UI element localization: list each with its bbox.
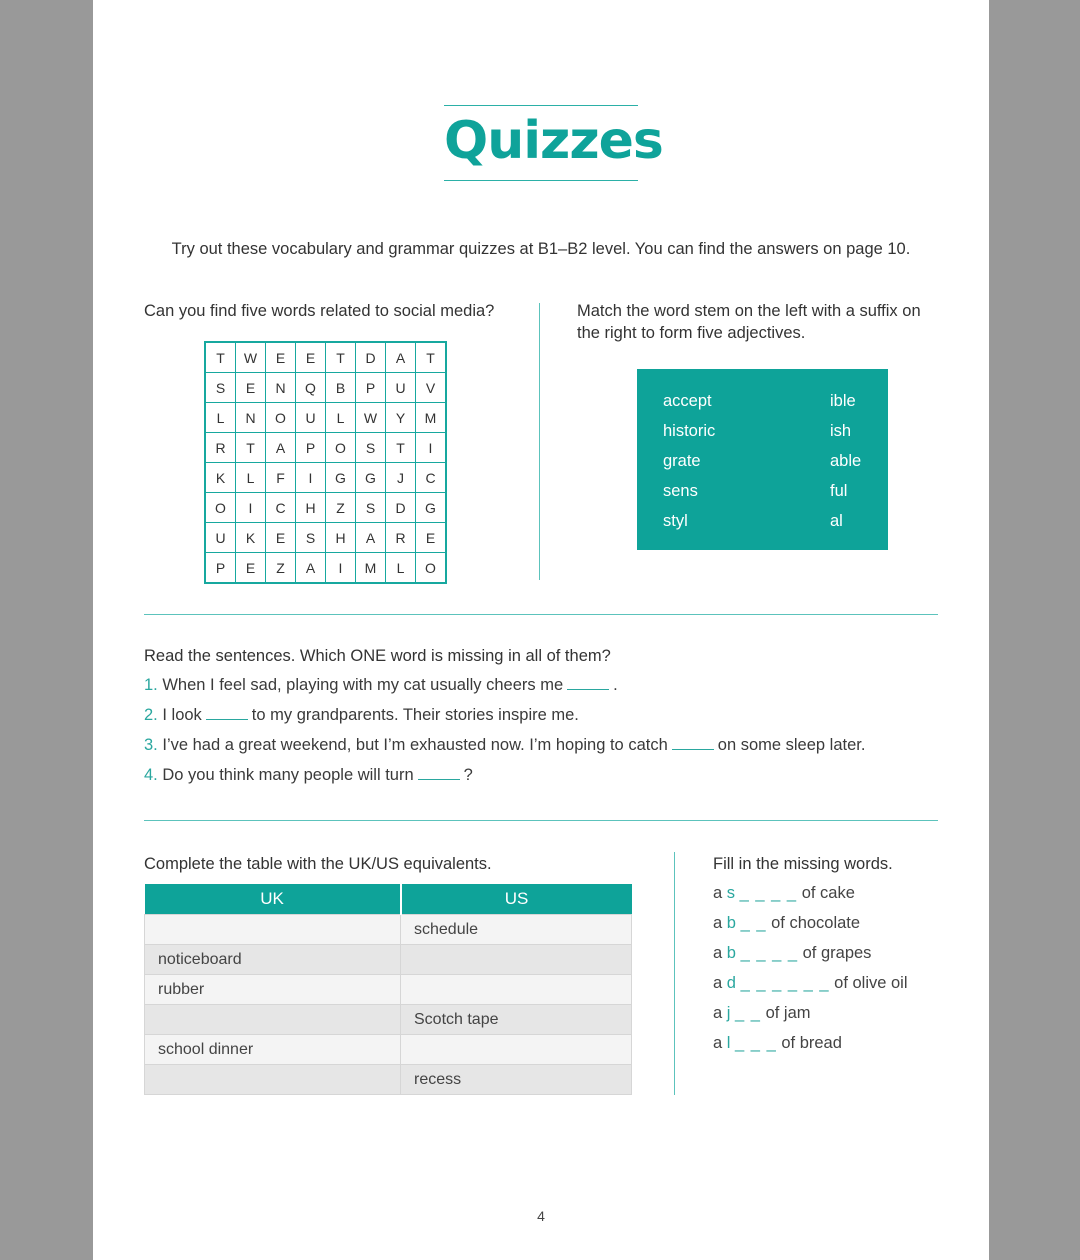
uk-cell[interactable] bbox=[145, 1065, 401, 1095]
article: a bbox=[713, 914, 723, 932]
wordsearch-cell[interactable]: Y bbox=[386, 403, 416, 433]
wordsearch-cell[interactable]: Q bbox=[296, 373, 326, 403]
wordsearch-cell[interactable]: P bbox=[356, 373, 386, 403]
fill-in-item bbox=[713, 884, 855, 903]
wordsearch-cell[interactable]: L bbox=[236, 463, 266, 493]
uk-cell[interactable] bbox=[145, 1005, 401, 1035]
wordsearch-cell[interactable]: P bbox=[205, 553, 236, 584]
letter-blanks[interactable]: _ _ bbox=[740, 914, 767, 932]
us-cell[interactable]: recess bbox=[401, 1065, 632, 1095]
title-block bbox=[444, 105, 663, 181]
wordsearch-cell[interactable]: S bbox=[205, 373, 236, 403]
wordsearch-row bbox=[205, 342, 446, 373]
wordsearch-row bbox=[205, 433, 446, 463]
wordsearch-cell[interactable]: L bbox=[326, 403, 356, 433]
answer-blank[interactable] bbox=[567, 675, 609, 690]
wordsearch-cell[interactable]: O bbox=[205, 493, 236, 523]
wordsearch-cell[interactable]: D bbox=[356, 342, 386, 373]
column-divider bbox=[674, 852, 675, 1095]
wordsearch-cell[interactable]: I bbox=[416, 433, 447, 463]
item-rest: of chocolate bbox=[771, 914, 861, 932]
suffix-question-line-1: Match the word stem on the left with a suffix on bbox=[577, 302, 921, 320]
table-row bbox=[145, 915, 632, 945]
wordsearch-cell[interactable]: A bbox=[386, 342, 416, 373]
wordsearch-cell[interactable]: E bbox=[266, 342, 296, 373]
wordsearch-cell[interactable]: H bbox=[326, 523, 356, 553]
sentence-item bbox=[144, 765, 473, 785]
wordsearch-cell[interactable]: T bbox=[326, 342, 356, 373]
wordsearch-cell[interactable]: P bbox=[296, 433, 326, 463]
wordsearch-cell[interactable]: F bbox=[266, 463, 296, 493]
sentence-after: to my grandparents. Their stories inspire me. bbox=[251, 706, 579, 724]
wordsearch-cell[interactable]: R bbox=[386, 523, 416, 553]
fill-in-item bbox=[713, 974, 908, 993]
wordsearch-row bbox=[205, 523, 446, 553]
wordsearch-cell[interactable]: I bbox=[296, 463, 326, 493]
item-rest: of cake bbox=[801, 884, 855, 902]
wordsearch-cell[interactable]: A bbox=[356, 523, 386, 553]
suffix-box bbox=[637, 369, 888, 550]
us-cell[interactable] bbox=[401, 1035, 632, 1065]
wordsearch-cell[interactable]: U bbox=[296, 403, 326, 433]
wordsearch-cell[interactable]: S bbox=[356, 433, 386, 463]
wordsearch-cell[interactable]: E bbox=[236, 553, 266, 584]
answer-blank[interactable] bbox=[206, 705, 248, 720]
wordsearch-cell[interactable]: G bbox=[326, 463, 356, 493]
first-letter: j bbox=[726, 1004, 731, 1022]
answer-blank[interactable] bbox=[418, 765, 460, 780]
header-us: US bbox=[401, 884, 632, 915]
letter-blanks[interactable]: _ _ _ bbox=[735, 1034, 777, 1052]
uk-cell[interactable]: school dinner bbox=[145, 1035, 401, 1065]
section-divider bbox=[144, 820, 938, 821]
wordsearch-cell[interactable]: G bbox=[416, 493, 447, 523]
first-letter: b bbox=[726, 944, 736, 962]
wordsearch-cell[interactable]: G bbox=[356, 463, 386, 493]
wordsearch-cell[interactable]: M bbox=[356, 553, 386, 584]
article: a bbox=[713, 884, 723, 902]
missing-word-question: Read the sentences. Which ONE word is missing in all of them? bbox=[144, 647, 611, 665]
wordsearch-cell[interactable]: O bbox=[416, 553, 447, 584]
uk-cell[interactable] bbox=[145, 915, 401, 945]
sentence-number: 4. bbox=[144, 766, 158, 784]
table-row bbox=[145, 1065, 632, 1095]
wordsearch-cell[interactable]: B bbox=[326, 373, 356, 403]
wordsearch-cell[interactable]: H bbox=[296, 493, 326, 523]
article: a bbox=[713, 974, 723, 992]
sentence-before: I look bbox=[162, 706, 202, 724]
header-uk: UK bbox=[145, 884, 401, 915]
stem-list bbox=[663, 389, 715, 539]
wordsearch-cell[interactable]: A bbox=[266, 433, 296, 463]
fill-in-question: Fill in the missing words. bbox=[713, 855, 893, 873]
wordsearch-cell[interactable]: E bbox=[236, 373, 266, 403]
first-letter: s bbox=[726, 884, 736, 902]
article: a bbox=[713, 1034, 723, 1052]
page-number: 4 bbox=[537, 1208, 545, 1224]
answer-blank[interactable] bbox=[672, 735, 714, 750]
us-cell[interactable] bbox=[401, 975, 632, 1005]
table-row bbox=[145, 1035, 632, 1065]
letter-blanks[interactable]: _ _ _ _ bbox=[739, 884, 798, 902]
wordsearch-row bbox=[205, 403, 446, 433]
article: a bbox=[713, 944, 723, 962]
fill-in-item bbox=[713, 944, 871, 963]
first-letter: d bbox=[726, 974, 736, 992]
article: a bbox=[713, 1004, 723, 1022]
suffix: ible bbox=[830, 392, 856, 410]
sentence-item bbox=[144, 735, 865, 755]
suffix-list bbox=[830, 389, 861, 539]
item-rest: of jam bbox=[765, 1004, 811, 1022]
wordsearch-cell[interactable]: E bbox=[296, 342, 326, 373]
intro-text: Try out these vocabulary and grammar quizzes at B1–B2 level. You can find the answers on page 10. bbox=[171, 240, 911, 258]
wordsearch-cell[interactable]: L bbox=[205, 403, 236, 433]
suffix-question bbox=[577, 300, 921, 344]
table-row bbox=[145, 1005, 632, 1035]
wordsearch-question: Can you find five words related to social media? bbox=[144, 302, 495, 320]
sentence-number: 2. bbox=[144, 706, 158, 724]
wordsearch-cell[interactable]: T bbox=[236, 433, 266, 463]
wordsearch-row bbox=[205, 493, 446, 523]
sentence-after: . bbox=[613, 676, 618, 694]
sentence-before: When I feel sad, playing with my cat usually cheers me bbox=[162, 676, 564, 694]
sentence-item bbox=[144, 705, 579, 725]
wordsearch-cell[interactable]: T bbox=[386, 433, 416, 463]
wordsearch-cell[interactable]: S bbox=[296, 523, 326, 553]
sentence-after: on some sleep later. bbox=[717, 736, 866, 754]
wordsearch-cell[interactable]: Z bbox=[266, 553, 296, 584]
wordsearch-cell[interactable]: T bbox=[416, 342, 447, 373]
table-row bbox=[145, 975, 632, 1005]
item-rest: of bread bbox=[781, 1034, 842, 1052]
sentence-before: Do you think many people will turn bbox=[162, 766, 414, 784]
first-letter: l bbox=[726, 1034, 731, 1052]
wordsearch-cell[interactable]: W bbox=[356, 403, 386, 433]
wordsearch-cell[interactable]: W bbox=[236, 342, 266, 373]
word-stem: styl bbox=[663, 512, 688, 530]
fill-in-item bbox=[713, 914, 860, 933]
wordsearch-cell[interactable]: V bbox=[416, 373, 447, 403]
uk-cell[interactable]: noticeboard bbox=[145, 945, 401, 975]
wordsearch-cell[interactable]: K bbox=[236, 523, 266, 553]
wordsearch-row bbox=[205, 463, 446, 493]
fill-in-item bbox=[713, 1034, 842, 1053]
wordsearch-cell[interactable]: L bbox=[386, 553, 416, 584]
suffix-question-line-2: the right to form five adjectives. bbox=[577, 324, 806, 342]
uk-us-question: Complete the table with the UK/US equivalents. bbox=[144, 855, 492, 873]
section-divider bbox=[144, 614, 938, 615]
sentence-after: ? bbox=[463, 766, 473, 784]
us-cell[interactable] bbox=[401, 945, 632, 975]
wordsearch-cell[interactable]: E bbox=[266, 523, 296, 553]
suffix: able bbox=[830, 452, 862, 470]
fill-in-item bbox=[713, 1004, 811, 1023]
sentence-item bbox=[144, 675, 618, 695]
wordsearch-cell[interactable]: K bbox=[205, 463, 236, 493]
us-cell[interactable]: Scotch tape bbox=[401, 1005, 632, 1035]
wordsearch-row bbox=[205, 373, 446, 403]
wordsearch-cell[interactable]: Z bbox=[326, 493, 356, 523]
wordsearch-cell[interactable]: U bbox=[386, 373, 416, 403]
wordsearch-cell[interactable]: R bbox=[205, 433, 236, 463]
us-cell[interactable]: schedule bbox=[401, 915, 632, 945]
sentence-number: 1. bbox=[144, 676, 158, 694]
wordsearch-cell[interactable]: M bbox=[416, 403, 447, 433]
wordsearch-cell[interactable]: A bbox=[296, 553, 326, 584]
letter-blanks[interactable]: _ _ _ _ bbox=[740, 944, 799, 962]
suffix: al bbox=[830, 512, 843, 530]
wordsearch-cell[interactable]: N bbox=[236, 403, 266, 433]
suffix: ful bbox=[830, 482, 848, 500]
first-letter: b bbox=[726, 914, 736, 932]
wordsearch-cell[interactable]: J bbox=[386, 463, 416, 493]
wordsearch-cell[interactable]: E bbox=[416, 523, 447, 553]
page-title: Quizzes bbox=[444, 111, 663, 171]
wordsearch-cell[interactable]: I bbox=[326, 553, 356, 584]
wordsearch-cell[interactable]: U bbox=[205, 523, 236, 553]
wordsearch-cell[interactable]: N bbox=[266, 373, 296, 403]
wordsearch-cell[interactable]: C bbox=[266, 493, 296, 523]
letter-blanks[interactable]: _ _ bbox=[735, 1004, 761, 1022]
document-page bbox=[93, 0, 989, 1260]
wordsearch-cell[interactable]: C bbox=[416, 463, 447, 493]
wordsearch-cell[interactable]: D bbox=[386, 493, 416, 523]
wordsearch-cell[interactable]: O bbox=[326, 433, 356, 463]
uk-us-table bbox=[144, 884, 632, 1095]
word-stem: accept bbox=[663, 392, 712, 410]
sentence-before: I’ve had a great weekend, but I’m exhausted now. I’m hoping to catch bbox=[162, 736, 668, 754]
word-stem: historic bbox=[663, 422, 716, 440]
suffix: ish bbox=[830, 422, 852, 440]
word-stem: sens bbox=[663, 482, 698, 500]
sentence-number: 3. bbox=[144, 736, 158, 754]
wordsearch-cell[interactable]: T bbox=[205, 342, 236, 373]
wordsearch-row bbox=[205, 553, 446, 584]
wordsearch-cell[interactable]: S bbox=[356, 493, 386, 523]
item-rest: of grapes bbox=[802, 944, 872, 962]
word-stem: grate bbox=[663, 452, 701, 470]
wordsearch-cell[interactable]: O bbox=[266, 403, 296, 433]
uk-cell[interactable]: rubber bbox=[145, 975, 401, 1005]
wordsearch-cell[interactable]: I bbox=[236, 493, 266, 523]
wordsearch-grid bbox=[204, 341, 447, 584]
table-row bbox=[145, 945, 632, 975]
letter-blanks[interactable]: _ _ _ _ _ _ bbox=[740, 974, 830, 992]
column-divider bbox=[539, 303, 540, 580]
item-rest: of olive oil bbox=[834, 974, 908, 992]
